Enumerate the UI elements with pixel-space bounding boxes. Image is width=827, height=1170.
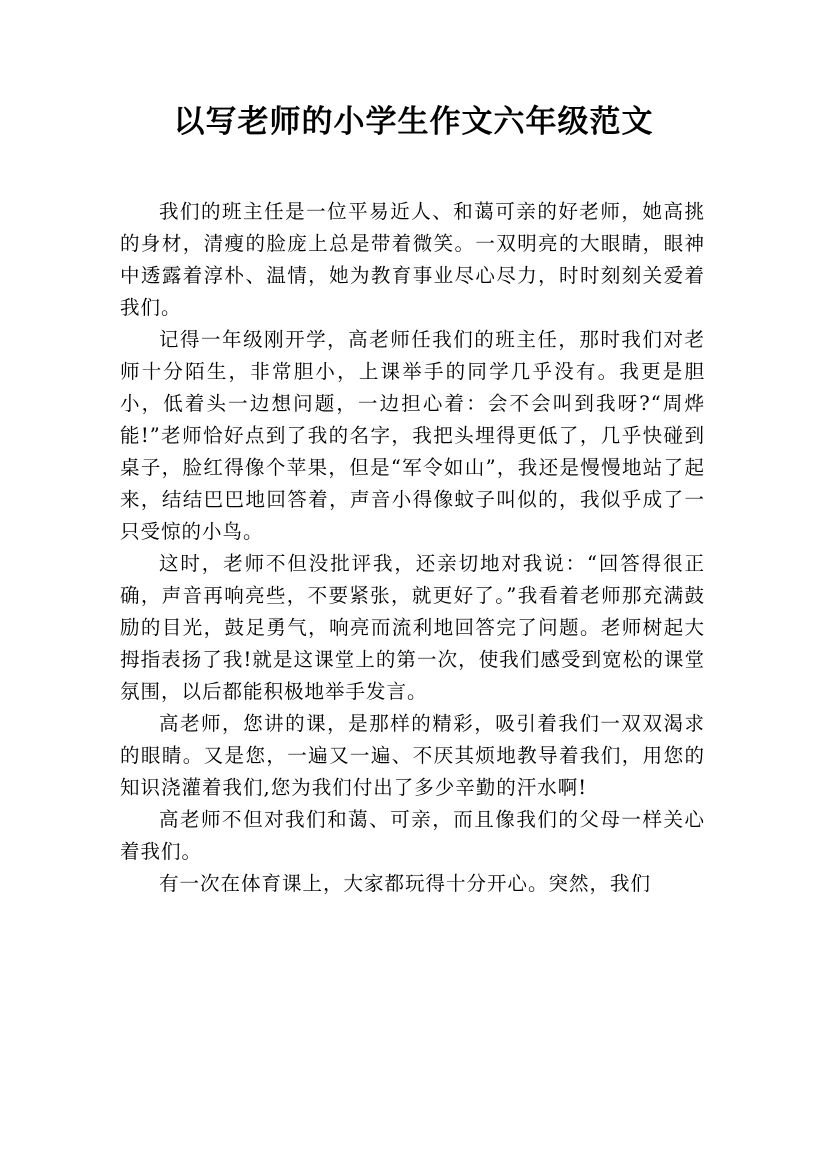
document-body [120,196,705,900]
document-title: 以写老师的小学生作文六年级范文 [173,104,654,140]
paragraph-1: 我们的班主任是一位平易近人、和蔼可亲的好老师，她高挑的身材，清瘦的脸庞上总是带着微笑。一双明亮的大眼睛，眼神中透露着淳朴、温情，她为教育事业尽心尽力，时时刻刻关爱着我们。 [120,200,705,319]
paragraph-4: 高老师，您讲的课，是那样的精彩，吸引着我们一双双渴求的眼睛。又是您，一遍又一遍、不厌其烦地教导着我们，用您的知识浇灌着我们,您为我们付出了多少辛勤的汗水啊! [120,712,705,799]
paragraph-6: 有一次在体育课上，大家都玩得十分开心。突然，我们 [159,872,652,895]
paragraph-2: 记得一年级刚开学，高老师任我们的班主任，那时我们对老师十分陌生，非常胆小，上课举手的同学几乎没有。我更是胆小，低着头一边想问题，一边担心着：会不会叫到我呀?“周烨能!”老师恰好点到了我的名字，我把头埋得更低了，几乎快碰到桌子，脸红得像个苹果，但是“军令如山”，我还是慢慢地站了起来，结结巴巴地回答着，声音小得像蚊子叫似的，我似乎成了一只受惊的小鸟。 [120,328,705,543]
paragraph-5: 高老师不但对我们和蔼、可亲，而且像我们的父母一样关心着我们。 [120,808,705,863]
paragraph-3: 这时，老师不但没批评我，还亲切地对我说：“回答得很正确，声音再响亮些，不要紧张，就更好了。”我看着老师那充满鼓励的目光，鼓足勇气，响亮而流利地回答完了问题。老师树起大拇指表扬了我!就是这课堂上的第一次，使我们感受到宽松的课堂氛围，以后都能积极地举手发言。 [120,552,705,703]
